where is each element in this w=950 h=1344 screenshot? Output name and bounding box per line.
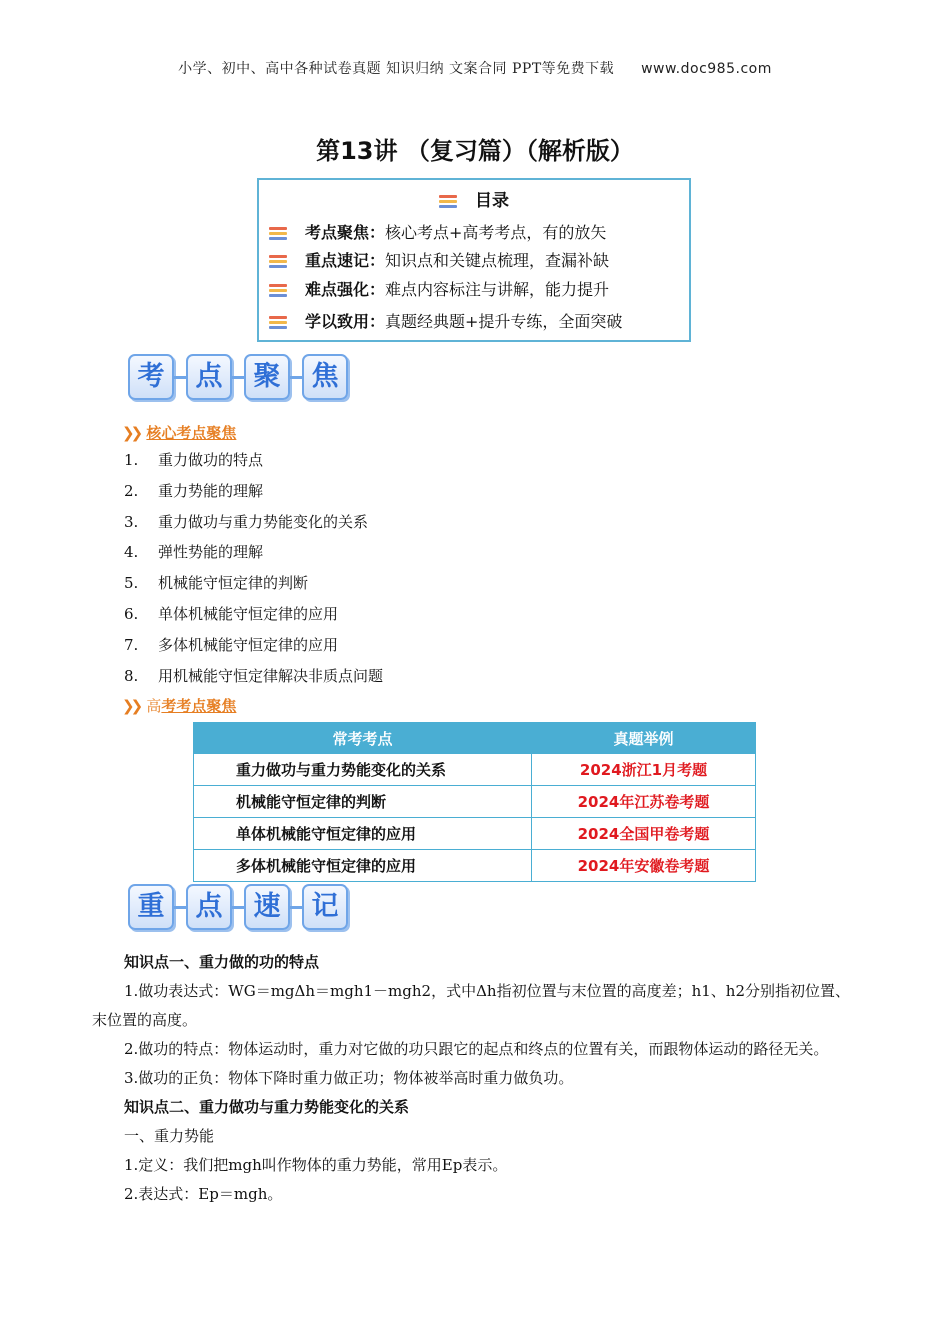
list-item: 3. 重力做功与重力势能变化的关系 bbox=[124, 512, 369, 531]
column-header: 常考考点 bbox=[194, 723, 532, 754]
header-url[interactable]: www.doc985.com bbox=[641, 61, 772, 77]
banner-char: 点 bbox=[186, 354, 232, 400]
table-row bbox=[194, 818, 756, 850]
toc-item: 学以致用：真题经典题+提升专练，全面突破 bbox=[269, 309, 622, 332]
double-chevron-icon: ❯❯ bbox=[122, 424, 140, 442]
exam-points-table bbox=[193, 722, 756, 882]
banner-connector bbox=[290, 376, 302, 379]
banner-connector bbox=[232, 906, 244, 909]
page-header bbox=[0, 58, 950, 78]
banner-char: 焦 bbox=[302, 354, 348, 400]
table-cell: 2024年江苏卷考题 bbox=[532, 786, 756, 818]
knowledge-paragraph: 1.定义：我们把mgh叫作物体的重力势能，常用Ep表示。 bbox=[124, 1156, 508, 1174]
table-row bbox=[194, 786, 756, 818]
page-title: 第13讲 （复习篇）（解析版） bbox=[316, 137, 634, 165]
knowledge-section bbox=[92, 948, 852, 1209]
toc-heading: 目录 bbox=[259, 186, 689, 211]
knowledge-paragraph: 2.做功的特点：物体运动时，重力对它做的功只跟它的起点和终点的位置有关，而跟物体运动的路径无关。 bbox=[124, 1040, 829, 1058]
table-cell: 机械能守恒定律的判断 bbox=[194, 786, 532, 818]
toc-item: 重点速记：知识点和关键点梳理，查漏补缺 bbox=[269, 248, 609, 271]
header-text: 小学、初中、高中各种试卷真题 知识归纳 文案合同 PPT等免费下载 bbox=[178, 61, 615, 77]
banner-char: 考 bbox=[128, 354, 174, 400]
list-item: 5. 机械能守恒定律的判断 bbox=[124, 574, 309, 593]
toc-item: 难点强化：难点内容标注与讲解，能力提升 bbox=[269, 277, 609, 300]
banner-char: 重 bbox=[128, 884, 174, 930]
toc-item: 考点聚焦：核心考点+高考考点，有的放矢 bbox=[269, 220, 606, 243]
list-item: 1. 重力做功的特点 bbox=[124, 451, 264, 469]
knowledge-subheading: 一、重力势能 bbox=[124, 1127, 215, 1145]
table-cell: 单体机械能守恒定律的应用 bbox=[194, 818, 532, 850]
core-points-list bbox=[124, 450, 383, 696]
list-icon bbox=[439, 195, 457, 208]
list-item: 4. 弹性势能的理解 bbox=[124, 543, 264, 562]
banner-connector bbox=[290, 906, 302, 909]
knowledge-paragraph: 1.做功表达式：WG＝mgΔh＝mgh1－mgh2，式中Δh指初位置与末位置的高度差；h1、h2分别指初位置、末位置的高度。 bbox=[92, 982, 850, 1029]
banner-char: 聚 bbox=[244, 354, 290, 400]
table-cell: 2024浙江1月考题 bbox=[532, 754, 756, 786]
table-header-row bbox=[194, 723, 756, 754]
double-chevron-icon: ❯❯ bbox=[122, 697, 140, 715]
knowledge-paragraph: 2.表达式：Ep＝mgh。 bbox=[124, 1185, 283, 1203]
table-of-contents bbox=[257, 178, 691, 342]
table-cell: 2024全国甲卷考题 bbox=[532, 818, 756, 850]
column-header: 真题举例 bbox=[532, 723, 756, 754]
table-cell: 2024年安徽卷考题 bbox=[532, 850, 756, 882]
banner-char: 速 bbox=[244, 884, 290, 930]
banner-char: 记 bbox=[302, 884, 348, 930]
banner-connector bbox=[232, 376, 244, 379]
core-points-heading: ❯❯ 核心考点聚焦 bbox=[122, 424, 237, 442]
exam-points-heading: ❯❯ 高考考点聚焦 bbox=[122, 697, 237, 715]
knowledge-heading: 知识点一、重力做的功的特点 bbox=[124, 953, 320, 971]
knowledge-heading: 知识点二、重力做功与重力势能变化的关系 bbox=[124, 1098, 410, 1116]
table-cell: 多体机械能守恒定律的应用 bbox=[194, 850, 532, 882]
knowledge-paragraph: 3.做功的正负：物体下降时重力做正功；物体被举高时重力做负功。 bbox=[124, 1069, 574, 1087]
list-item: 7. 多体机械能守恒定律的应用 bbox=[124, 635, 339, 654]
list-icon bbox=[269, 255, 287, 268]
banner-char: 点 bbox=[186, 884, 232, 930]
table-cell: 重力做功与重力势能变化的关系 bbox=[194, 754, 532, 786]
list-item: 2. 重力势能的理解 bbox=[124, 481, 264, 500]
list-item: 6. 单体机械能守恒定律的应用 bbox=[124, 604, 339, 623]
section-banner-kaodian-jujiao bbox=[128, 352, 356, 404]
list-icon bbox=[269, 316, 287, 329]
list-icon bbox=[269, 227, 287, 240]
banner-connector bbox=[174, 906, 186, 909]
table-row bbox=[194, 850, 756, 882]
banner-connector bbox=[174, 376, 186, 379]
table-row bbox=[194, 754, 756, 786]
list-item: 8. 用机械能守恒定律解决非质点问题 bbox=[124, 666, 384, 685]
list-icon bbox=[269, 284, 287, 297]
section-banner-zhongdian-suji bbox=[128, 882, 356, 934]
